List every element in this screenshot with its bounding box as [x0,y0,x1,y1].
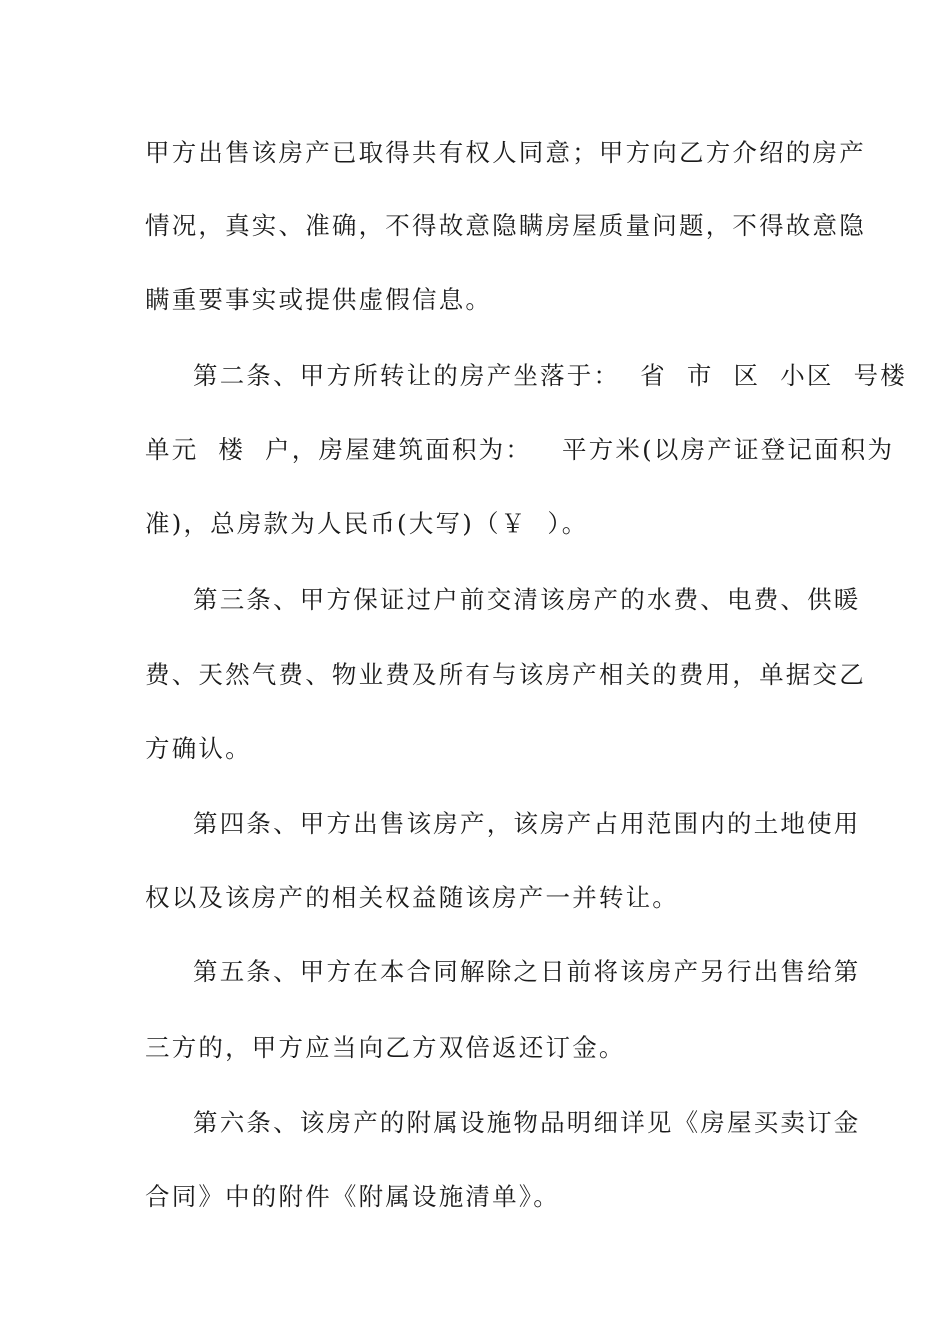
text-line: 第五条、甲方在本合同解除之日前将该房产另行出售给第 [193,957,861,986]
text-line: 第二条、甲方所转让的房产坐落于： 省 市 区 小区 号楼 [193,361,907,390]
text-line: 第四条、甲方出售该房产，该房产占用范围内的土地使用 [193,809,861,838]
text-line: 三方的，甲方应当向乙方双倍返还订金。 [145,1033,626,1062]
text-line: 第三条、甲方保证过户前交清该房产的水费、电费、供暖 [193,585,861,614]
text-line: 瞒重要事实或提供虚假信息。 [145,285,493,314]
text-line: 单元 楼 户，房屋建筑面积为： 平方米(以房产证登记面积为 [145,435,895,464]
text-line: 准)，总房款为人民币(大写)（￥ ）。 [145,509,589,538]
text-line: 权以及该房产的相关权益随该房产一并转让。 [145,883,679,912]
text-line: 方确认。 [145,734,252,763]
text-line: 第六条、该房产的附属设施物品明细详见《房屋买卖订金 [193,1108,861,1137]
text-line: 情况，真实、准确，不得故意隐瞒房屋质量问题，不得故意隐 [145,211,866,240]
text-line: 合同》中的附件《附属设施清单》。 [145,1182,560,1211]
text-line: 费、天然气费、物业费及所有与该房产相关的费用，单据交乙 [145,660,866,689]
text-line: 甲方出售该房产已取得共有权人同意；甲方向乙方介绍的房产 [145,138,866,167]
